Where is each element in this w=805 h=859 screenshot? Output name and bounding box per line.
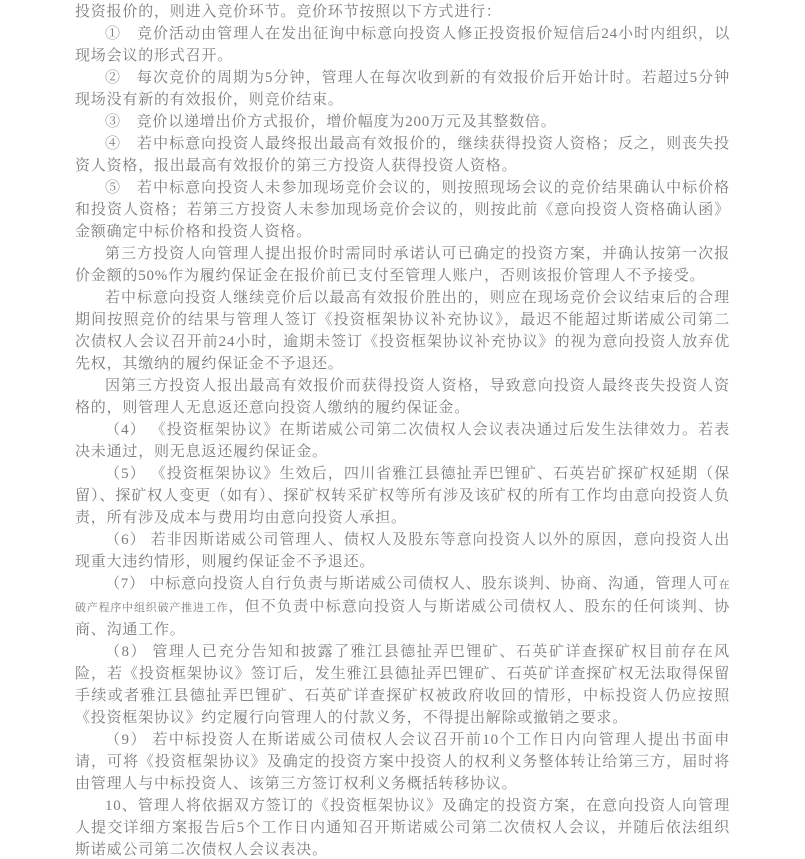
paragraph-deposit-refund: 因第三方投资人报出最高有效报价而获得投资人资格，导致意向投资人最终丧失投资人资格的，则管理人无息返还意向投资人缴纳的履约保证金。	[75, 378, 730, 416]
paragraph-item-7	[75, 573, 730, 641]
paragraph-item-9: （9） 若中标投资人在斯诺威公司债权人会议召开前10个工作日内向管理人提出书面申请，可将《投资框架协议》及确定的投资方案中投资人的权利义务整体转让给第三方，届时将由管理人与中标投资人、该第三方签订权利义务概括转移协议。	[75, 732, 730, 792]
paragraph-item-circled-4: ④ 若中标意向投资人最终报出最高有效报价的，继续获得投资人资格；反之，则丧失投资人资格，报出最高有效报价的第三方投资人获得投资人资格。	[75, 136, 730, 174]
paragraph-item-7-small-text: 在破产程序中组织破产推进工作	[75, 579, 730, 614]
paragraph-winning-bid-supplement: 若中标意向投资人继续竞价后以最高有效报价胜出的，则应在现场竞价会议结束后的合理期间按照竞价的结果与管理人签订《投资框架协议补充协议》，最迟不能超过斯诺威公司第二次债权人会议召开前24小时，逾期未签订《投资框架协议补充协议》的视为意向投资人放弃优先权，其缴纳的履约保证金不予退还。	[75, 290, 730, 372]
paragraph-item-6: （6） 若非因斯诺威公司管理人、债权人及股东等意向投资人以外的原因，意向投资人出现重大违约情形，则履约保证金不予退还。	[75, 532, 730, 570]
paragraph-item-8: （8） 管理人已充分告知和披露了雅江县德扯弄巴锂矿、石英矿详查探矿权目前存在风险，若《投资框架协议》签订后，发生雅江县德扯弄巴锂矿、石英矿详查探矿权无法取得保留手续或者雅江县德扯弄巴锂矿、石英矿详查探矿权被政府收回的情形，中标投资人仍应按照《投资框架协议》约定履行向管理人的付款义务，不得提出解除或撤销之要求。	[75, 644, 730, 726]
paragraph-item-7-text-before: （7） 中标意向投资人自行负责与斯诺威公司债权人、股东谈判、协商、沟通，管理人可	[105, 576, 719, 592]
paragraph-item-7-text-after: ，但不负责中标意向投资人与斯诺威公司债权人、股东的任何谈判、协商、沟通工作。	[75, 599, 730, 638]
paragraph-item-circled-3: ③ 竞价以递增出价方式报价，增价幅度为200万元及其整数倍。	[105, 114, 557, 130]
paragraph-continuation: 投资报价的，则进入竞价环节。竞价环节按照以下方式进行：	[75, 4, 502, 20]
paragraph-item-5: （5） 《投资框架协议》生效后，四川省雅江县德扯弄巴锂矿、石英岩矿探矿权延期（保留）、探矿权人变更（如有）、探矿权转采矿权等所有涉及该矿权的所有工作均由意向投资人负责，所有涉及成本与费用均由意向投资人承担。	[75, 466, 730, 526]
document-body-text	[75, 1, 730, 859]
paragraph-third-party-offer: 第三方投资人向管理人提出报价时需同时承诺认可已确定的投资方案，并确认按第一次报价金额的50%作为履约保证金在报价前已支付至管理人账户，否则该报价管理人不予接受。	[75, 246, 730, 284]
paragraph-item-4: （4） 《投资框架协议》在斯诺威公司第二次债权人会议表决通过后发生法律效力。若表决未通过，则无息返还履约保证金。	[75, 422, 730, 460]
paragraph-item-circled-5: ⑤ 若中标意向投资人未参加现场竞价会议的，则按照现场会议的竞价结果确认中标价格和投资人资格；若第三方投资人未参加现场竞价会议的，则按此前《意向投资人资格确认函》金额确定中标价格和投资人资格。	[75, 180, 730, 240]
paragraph-item-circled-1: ① 竞价活动由管理人在发出征询中标意向投资人修正投资报价短信后24小时内组织，以现场会议的形式召开。	[75, 26, 730, 64]
paragraph-item-10: 10、管理人将依据双方签订的《投资框架协议》及确定的投资方案，在意向投资人向管理人提交详细方案报告后5个工作日内通知召开斯诺威公司第二次债权人会议，并随后依法组织斯诺威公司第二次债权人会议表决。	[75, 798, 730, 858]
paragraph-item-circled-2: ② 每次竞价的周期为5分钟，管理人在每次收到新的有效报价后开始计时。若超过5分钟现场没有新的有效报价，则竞价结束。	[75, 70, 730, 108]
